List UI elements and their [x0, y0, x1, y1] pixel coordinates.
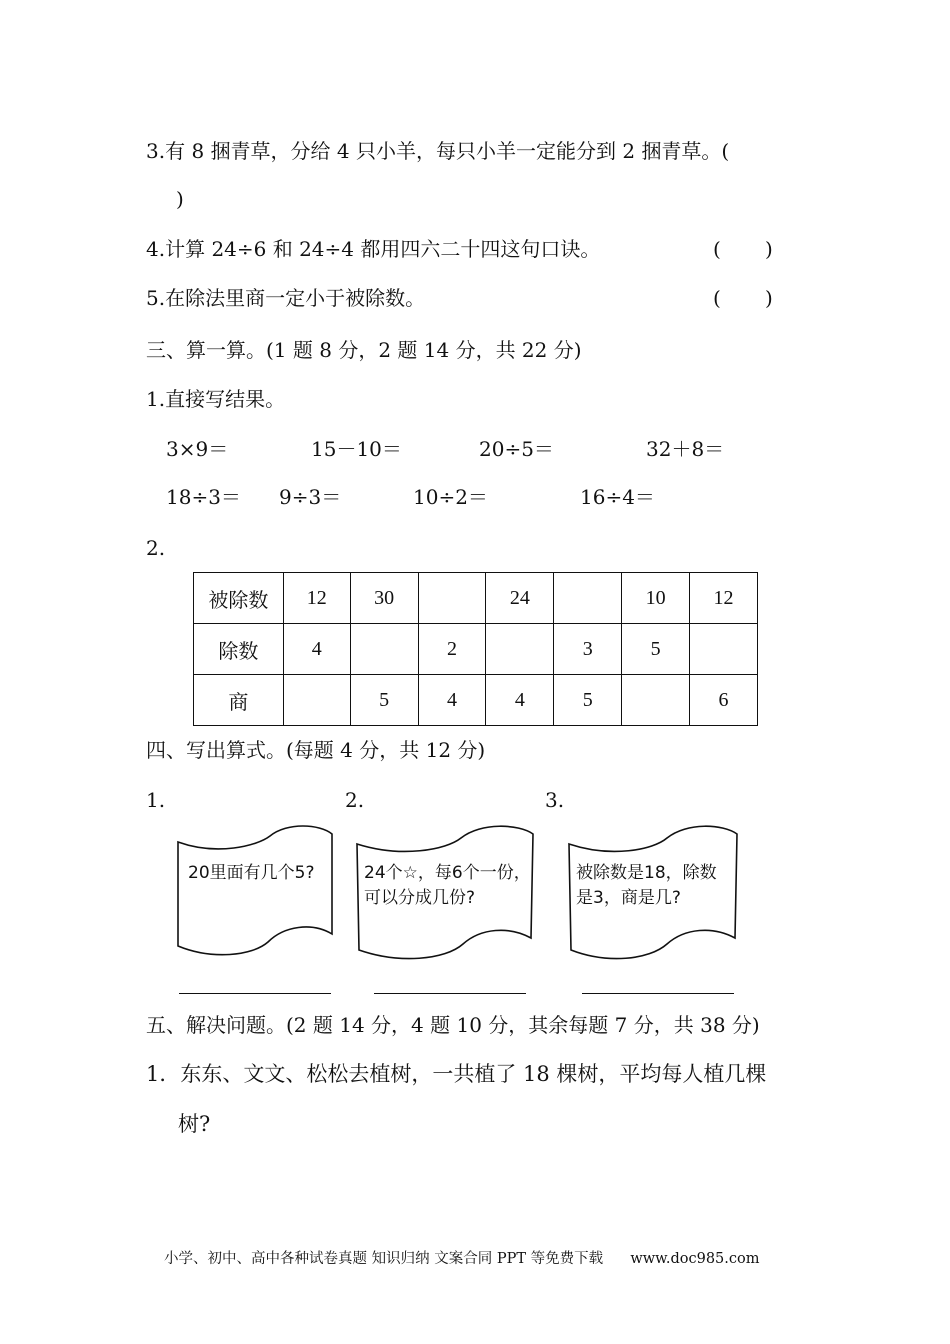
scroll-text-2: 24个☆，每6个一份， 可以分成几份?	[364, 863, 531, 908]
table-cell[interactable]: 3	[554, 624, 622, 675]
table-cell[interactable]: 10	[622, 573, 690, 624]
calc-item[interactable]: 20÷5＝	[479, 437, 554, 461]
section5-heading: 五、解决问题。(2 题 14 分，4 题 10 分，其余每题 7 分，共 38 分)	[146, 1013, 760, 1037]
section4-item-number: 3.	[545, 788, 565, 812]
table-cell[interactable]: 4	[283, 624, 350, 675]
footer-text: 小学、初中、高中各种试卷真题 知识归纳 文案合同 PPT 等免费下载	[164, 1251, 604, 1267]
answer-line[interactable]	[374, 993, 526, 994]
judgement-q5: 5.在除法里商一定小于被除数。	[146, 286, 426, 310]
table-cell[interactable]: 24	[486, 573, 554, 624]
scroll-text-3: 被除数是18，除数 是3，商是几?	[576, 863, 717, 908]
scroll-banner-icon	[172, 820, 338, 960]
footer-url[interactable]: www.doc985.com	[630, 1251, 760, 1267]
calc-item[interactable]: 10÷2＝	[413, 485, 488, 509]
calc-item[interactable]: 3×9＝	[166, 437, 229, 461]
table-cell[interactable]: 30	[350, 573, 418, 624]
table-cell[interactable]	[554, 573, 622, 624]
calc-item[interactable]: 15－10＝	[311, 437, 402, 461]
table-cell[interactable]: 12	[690, 573, 758, 624]
division-table	[193, 572, 758, 726]
judgement-q4: 4.计算 24÷6 和 24÷4 都用四六二十四这句口诀。	[146, 237, 601, 261]
section3-heading: 三、算一算。(1 题 8 分，2 题 14 分，共 22 分)	[146, 338, 582, 362]
row-header-quotient: 商	[194, 675, 284, 726]
table-row-quotient	[194, 675, 758, 726]
row-header-divisor: 除数	[194, 624, 284, 675]
section3-q2-label: 2.	[146, 536, 166, 560]
calc-item[interactable]: 9÷3＝	[279, 485, 342, 509]
table-cell[interactable]	[690, 624, 758, 675]
table-cell[interactable]: 5	[622, 624, 690, 675]
table-row-divisor	[194, 624, 758, 675]
answer-line[interactable]	[582, 993, 734, 994]
calc-item[interactable]: 32＋8＝	[646, 437, 725, 461]
table-cell[interactable]: 12	[283, 573, 350, 624]
row-header-dividend: 被除数	[194, 573, 284, 624]
scroll-text-1: 20里面有几个5?	[188, 863, 315, 883]
table-cell[interactable]	[283, 675, 350, 726]
section4-heading: 四、写出算式。(每题 4 分，共 12 分)	[146, 738, 486, 762]
answer-line[interactable]	[179, 993, 331, 994]
table-cell[interactable]	[350, 624, 418, 675]
table-cell[interactable]	[622, 675, 690, 726]
calc-item[interactable]: 16÷4＝	[580, 485, 655, 509]
section3-q1-label: 1.直接写结果。	[146, 387, 286, 411]
section5-q1-line2: 树?	[178, 1112, 211, 1136]
judgement-q5-paren-close[interactable]: )	[765, 286, 773, 310]
section5-q1-line1: 1．东东、文文、松松去植树，一共植了 18 棵树，平均每人植几棵	[146, 1062, 767, 1086]
judgement-q4-paren-open[interactable]: (	[713, 237, 721, 261]
table-row-dividend	[194, 573, 758, 624]
table-cell[interactable]: 6	[690, 675, 758, 726]
table-cell[interactable]: 4	[418, 675, 486, 726]
calc-item[interactable]: 18÷3＝	[166, 485, 241, 509]
section4-item-number: 2.	[345, 788, 365, 812]
table-cell[interactable]	[486, 624, 554, 675]
judgement-q5-paren-open[interactable]: (	[713, 286, 721, 310]
table-cell[interactable]	[418, 573, 486, 624]
judgement-q3-answer-paren[interactable]: )	[176, 187, 184, 211]
judgement-q4-paren-close[interactable]: )	[765, 237, 773, 261]
section4-item-number: 1.	[146, 788, 166, 812]
table-cell[interactable]: 5	[554, 675, 622, 726]
table-cell[interactable]: 5	[350, 675, 418, 726]
judgement-q3: 3.有 8 捆青草，分给 4 只小羊，每只小羊一定能分到 2 捆青草。(	[146, 139, 730, 163]
footer	[164, 1247, 759, 1268]
table-cell[interactable]: 2	[418, 624, 486, 675]
table-cell[interactable]: 4	[486, 675, 554, 726]
